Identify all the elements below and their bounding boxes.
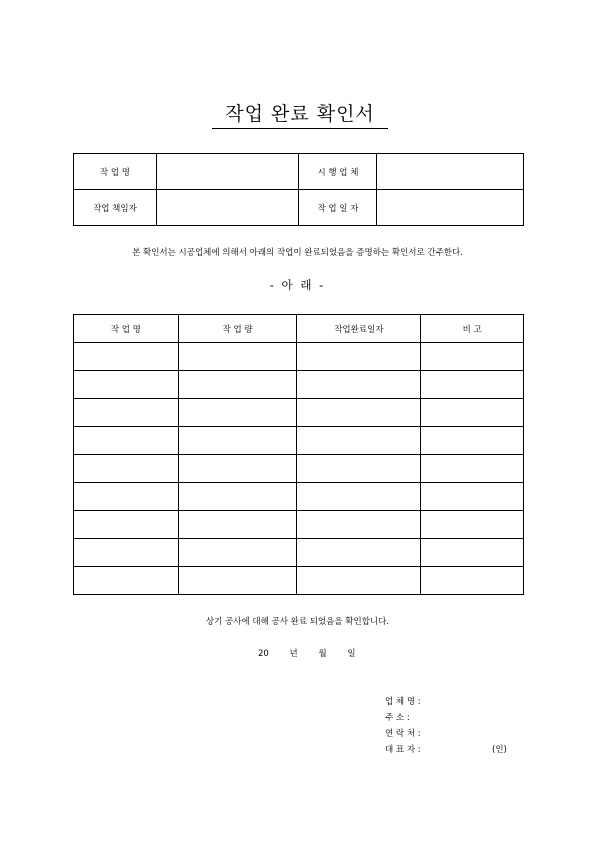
work-name-field[interactable] [156,154,299,190]
arae-heading: - 아 래 - [269,278,326,292]
table-row [74,343,524,371]
info-row [74,190,524,226]
work-name-label: 작 업 명 [74,154,157,190]
company-name-label: 업 체 명 : [385,697,421,707]
table-cell[interactable] [297,371,421,399]
info-row [74,154,524,190]
table-cell[interactable] [421,511,524,539]
contact-label: 연 락 처 : [385,729,421,739]
date-month-unit: 월 [318,649,327,659]
table-cell[interactable] [74,399,179,427]
table-cell[interactable] [421,567,524,595]
table-cell[interactable] [421,343,524,371]
table-cell[interactable] [74,567,179,595]
table-cell[interactable] [297,427,421,455]
intro-text: 본 확인서는 시공업체에 의해서 아래의 작업이 완료되었음을 증명하는 확인서로 간주한다. [132,248,463,258]
table-row [74,427,524,455]
table-cell[interactable] [178,567,297,595]
table-cell[interactable] [178,539,297,567]
table-cell[interactable] [421,399,524,427]
table-row [74,399,524,427]
date-year-unit: 년 [289,649,298,659]
table-cell[interactable] [74,343,179,371]
table-cell[interactable] [74,371,179,399]
table-cell[interactable] [421,455,524,483]
table-cell[interactable] [178,399,297,427]
header-work-quantity: 작 업 량 [178,315,297,343]
responsible-label: 작업 책임자 [74,190,157,226]
table-cell[interactable] [297,567,421,595]
work-date-field[interactable] [377,190,524,226]
confirm-text: 상기 공사에 대해 공사 완료 되었음을 확인합니다. [205,617,390,627]
table-cell[interactable] [74,539,179,567]
table-cell[interactable] [178,427,297,455]
table-row [74,483,524,511]
table-cell[interactable] [297,399,421,427]
table-row [74,455,524,483]
info-table [73,153,524,226]
table-cell[interactable] [74,511,179,539]
table-row [74,511,524,539]
header-completion-date: 작업완료일자 [297,315,421,343]
table-cell[interactable] [421,371,524,399]
table-cell[interactable] [178,371,297,399]
seal-mark: (인) [492,745,507,755]
table-cell[interactable] [297,483,421,511]
table-cell[interactable] [178,511,297,539]
table-cell[interactable] [74,427,179,455]
contractor-field[interactable] [377,154,524,190]
work-table [73,314,524,595]
table-row [74,371,524,399]
table-cell[interactable] [297,343,421,371]
table-cell[interactable] [178,455,297,483]
table-cell[interactable] [421,427,524,455]
date-line [258,647,374,659]
date-day-unit: 일 [347,649,356,659]
address-label: 주 소 : [385,713,410,723]
table-cell[interactable] [421,483,524,511]
table-cell[interactable] [297,539,421,567]
work-date-label: 작 업 일 자 [299,190,377,226]
table-header-row [74,315,524,343]
title-underline [212,128,388,129]
representative-label: 대 표 자 : [385,745,421,755]
table-cell[interactable] [297,511,421,539]
header-remarks: 비 고 [421,315,524,343]
table-cell[interactable] [421,539,524,567]
table-cell[interactable] [74,483,179,511]
header-work-name: 작 업 명 [74,315,179,343]
table-cell[interactable] [178,343,297,371]
contractor-label: 시 행 업 체 [299,154,377,190]
table-cell[interactable] [74,455,179,483]
table-cell[interactable] [178,483,297,511]
table-row [74,539,524,567]
date-year: 20 [258,649,269,659]
responsible-field[interactable] [156,190,299,226]
document-title: 작업 완료 확인서 [225,103,375,125]
table-cell[interactable] [297,455,421,483]
table-row [74,567,524,595]
